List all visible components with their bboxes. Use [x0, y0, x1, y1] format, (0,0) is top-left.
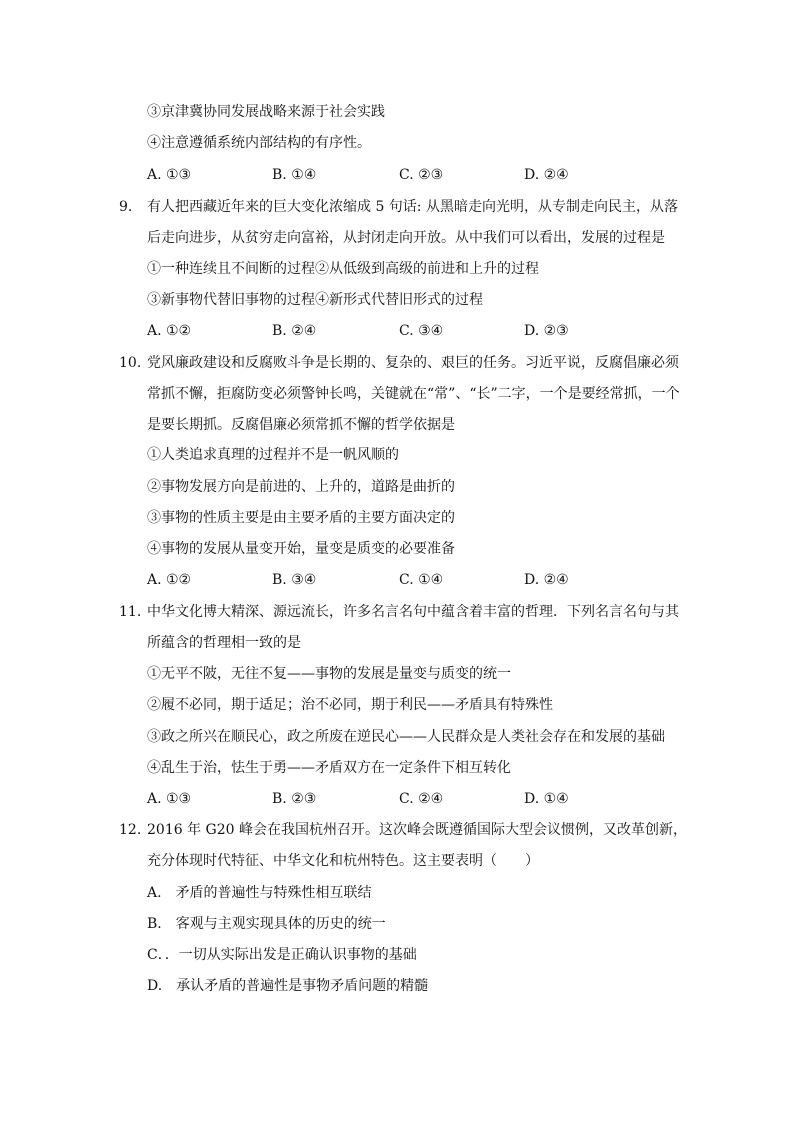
q11-stem-line-1: 中华文化博大精深、源远流长，许多名言名句中蕴含着丰富的哲理．下列名言名句与其 — [147, 604, 679, 620]
q12-option-a[interactable]: A. 矛盾的普遍性与特殊性相互联结 — [147, 885, 372, 901]
q8-item-4: ④注意遵循系统内部结构的有序性。 — [147, 135, 371, 151]
q11-option-c[interactable]: C. ②④ — [399, 791, 444, 807]
q11-item-4: ④乱生于治，怯生于勇——矛盾双方在一定条件下相互转化 — [147, 760, 511, 776]
q8-option-a[interactable]: A. ①③ — [147, 167, 192, 183]
q9-stem-line-2: 后走向进步，从贫穷走向富裕，从封闭走向开放。从中我们可以看出，发展的过程是 — [147, 230, 665, 246]
q12-option-d[interactable]: D. 承认矛盾的普遍性是事物矛盾问题的精髓 — [147, 978, 429, 994]
q8-option-d[interactable]: D. ②④ — [524, 167, 569, 183]
q8-option-b[interactable]: B. ①④ — [272, 167, 317, 183]
q9-option-b[interactable]: B. ②④ — [272, 323, 317, 339]
q10-option-c[interactable]: C. ①④ — [399, 572, 444, 588]
q12-option-c[interactable]: C．．一切从实际出发是正确认识事物的基础 — [147, 947, 417, 963]
q9-stem-line-1: 有人把西藏近年来的巨大变化浓缩成 5 句话: 从黑暗走向光明，从专制走向民主，从落 — [147, 199, 678, 215]
q8-option-c[interactable]: C. ②③ — [399, 167, 444, 183]
q10-item-2: ②事物发展方向是前进的、上升的，道路是曲折的 — [147, 479, 455, 495]
q10-option-b[interactable]: B. ③④ — [272, 572, 317, 588]
q9-number: 9. — [119, 199, 133, 215]
q10-stem-line-2: 常抓不懈，拒腐防变必须警钟长鸣，关键就在“常”、“长”二字，一个是要经常抓，一个 — [147, 386, 680, 402]
q11-number: 11. — [119, 604, 142, 620]
q9-option-a[interactable]: A. ①② — [147, 323, 192, 339]
q11-option-a[interactable]: A. ①③ — [147, 791, 192, 807]
q12-stem-line-1: 2016 年 G20 峰会在我国杭州召开。这次峰会既遵循国际大型会议惯例，又改革创新， — [147, 822, 687, 838]
q10-item-1: ①人类追求真理的过程并不是一帆风顺的 — [147, 447, 399, 463]
q9-option-c[interactable]: C. ③④ — [399, 323, 444, 339]
q11-item-3: ③政之所兴在顺民心，政之所废在逆民心——人民群众是人类社会存在和发展的基础 — [147, 729, 665, 745]
q12-option-b[interactable]: B. 客观与主观实现具体的历史的统一 — [147, 916, 386, 932]
q11-option-b[interactable]: B. ②③ — [272, 791, 317, 807]
q11-stem-line-2: 所蕴含的哲理相一致的是 — [147, 635, 301, 651]
q9-items-line-2: ③新事物代替旧事物的过程④新形式代替旧形式的过程 — [147, 292, 483, 308]
q10-number: 10. — [119, 355, 142, 371]
q9-items-line-1: ①一种连续且不间断的过程②从低级到高级的前进和上升的过程 — [147, 261, 539, 277]
q9-option-d[interactable]: D. ②③ — [524, 323, 569, 339]
q11-item-2: ②履不必同，期于适足；治不必同，期于利民——矛盾具有特殊性 — [147, 697, 553, 713]
q10-item-4: ④事物的发展从量变开始，量变是质变的必要准备 — [147, 541, 455, 557]
q11-item-1: ①无平不陂，无往不复——事物的发展是量变与质变的统一 — [147, 666, 511, 682]
q12-stem-line-2: 充分体现时代特征、中华文化和杭州特色。这主要表明（ ） — [147, 853, 539, 869]
q10-item-3: ③事物的性质主要是由主要矛盾的主要方面决定的 — [147, 510, 455, 526]
q12-number: 12. — [119, 822, 142, 838]
q10-stem-line-3: 是要长期抓。反腐倡廉必须常抓不懈的哲学依据是 — [147, 417, 455, 433]
q8-item-3: ③京津冀协同发展战略来源于社会实践 — [147, 104, 385, 120]
q10-option-d[interactable]: D. ②④ — [524, 572, 569, 588]
q11-option-d[interactable]: D. ①④ — [524, 791, 569, 807]
q10-option-a[interactable]: A. ①② — [147, 572, 192, 588]
q10-stem-line-1: 党风廉政建设和反腐败斗争是长期的、复杂的、艰巨的任务。习近平说，反腐倡廉必须 — [147, 355, 679, 371]
